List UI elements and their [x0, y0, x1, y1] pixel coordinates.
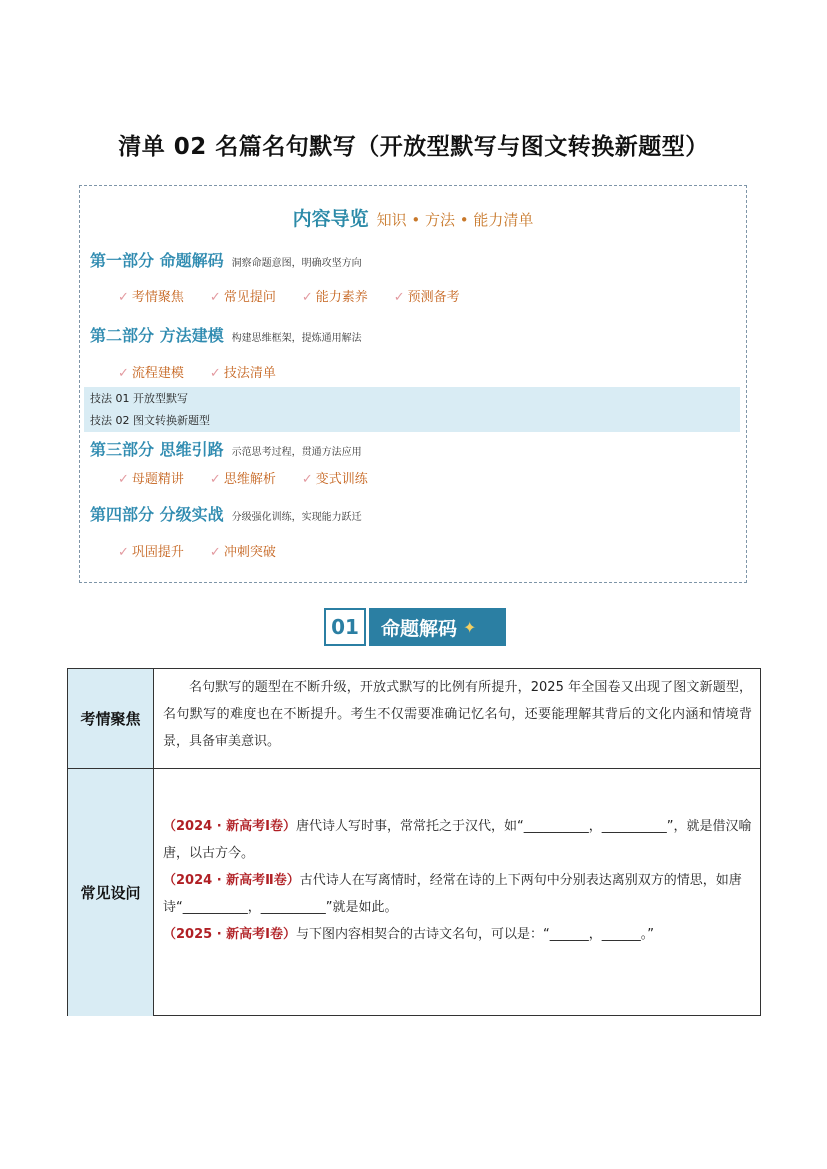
- check-icon: ✓: [301, 472, 313, 487]
- question-text: 古代诗人在写离情时，经常在诗的上下两句中分别表达离别双方的情思，如唐诗“__________，__________”就是如此。: [163, 873, 742, 915]
- part-4-tags: [118, 541, 302, 560]
- section-number: 01: [324, 608, 366, 646]
- part-1-desc: 洞察命题意图，明确攻坚方向: [231, 258, 362, 269]
- focus-paragraph: 名句默写的题型在不断升级，开放式默写的比例有所提升，2025 年全国卷又出现了图文新题型，名句默写的难度也在不断提升。考生不仅需要准确记忆名句，还要能理解其背后的文化内涵和情境背景，具备审美意识。: [163, 680, 752, 749]
- section-badge: [324, 608, 506, 646]
- tag-item[interactable]: ✓ 流程建模: [118, 366, 184, 381]
- table-row: [68, 669, 760, 769]
- tag-item[interactable]: ✓ 思维解析: [209, 472, 276, 487]
- section-label: 命题解码 ✦: [369, 608, 506, 646]
- check-icon: ✓: [118, 366, 129, 381]
- check-icon: ✓: [118, 545, 129, 560]
- part-3-name: 第三部分 思维引路: [90, 440, 224, 459]
- question-source: （2025 · 新高考Ⅰ卷）: [163, 927, 297, 942]
- part-1-name: 第一部分 命题解码: [90, 251, 224, 270]
- content-guide-box: [79, 185, 747, 583]
- tag-item[interactable]: ✓ 考情聚焦: [118, 290, 184, 305]
- question-text: 唐代诗人写时事，常常托之于汉代，如“__________，__________”，就是借汉喻唐，以古方今。: [163, 819, 752, 861]
- check-icon: ✓: [118, 290, 129, 305]
- tag-item[interactable]: ✓ 冲刺突破: [209, 545, 276, 560]
- guide-header: [80, 204, 746, 231]
- row-label-focus: 考情聚焦: [68, 669, 154, 768]
- row-content-questions: [154, 769, 760, 1016]
- star-icon: ✦: [463, 617, 477, 637]
- part-3-row: [90, 437, 362, 460]
- part-4-name: 第四部分 分级实战: [90, 505, 224, 524]
- part-3-desc: 示范思考过程，贯通方法应用: [231, 447, 362, 458]
- question-item: [163, 921, 752, 948]
- methods-band: [84, 387, 740, 432]
- part-2-tags: [118, 362, 302, 381]
- check-icon: ✓: [209, 545, 221, 560]
- part-4-desc: 分级强化训练，实现能力跃迁: [231, 512, 362, 523]
- part-2-row: [90, 323, 362, 346]
- tag-item[interactable]: ✓ 常见提问: [209, 290, 276, 305]
- question-source: （2024 · 新高考Ⅱ卷）: [163, 873, 300, 888]
- check-icon: ✓: [209, 472, 221, 487]
- table-row: [68, 769, 760, 1016]
- part-1-row: [90, 248, 362, 271]
- check-icon: ✓: [118, 472, 129, 487]
- tag-item[interactable]: ✓ 能力素养: [301, 290, 368, 305]
- check-icon: ✓: [301, 290, 313, 305]
- tag-item[interactable]: ✓ 预测备考: [393, 290, 460, 305]
- check-icon: ✓: [209, 366, 221, 381]
- method-item-1[interactable]: 技法 01 开放型默写: [90, 392, 188, 405]
- part-3-tags: [118, 468, 394, 487]
- row-content-focus: [154, 669, 760, 768]
- tag-item[interactable]: ✓ 技法清单: [209, 366, 276, 381]
- method-item-2[interactable]: 技法 02 图文转换新题型: [90, 414, 210, 427]
- part-1-tags: [118, 286, 486, 305]
- tag-item[interactable]: ✓ 变式训练: [301, 472, 368, 487]
- tag-item[interactable]: ✓ 巩固提升: [118, 545, 184, 560]
- question-item: [163, 813, 752, 867]
- part-2-desc: 构建思维框架，提炼通用解法: [231, 333, 362, 344]
- row-label-questions: 常见设问: [68, 769, 154, 1016]
- question-text: 与下图内容相契合的古诗文名句，可以是：“______，______。”: [296, 927, 654, 942]
- question-item: [163, 867, 752, 921]
- guide-header-sub: 知识 • 方法 • 能力清单: [376, 211, 534, 229]
- tag-item[interactable]: ✓ 母题精讲: [118, 472, 184, 487]
- question-source: （2024 · 新高考Ⅰ卷）: [163, 819, 297, 834]
- info-table: [67, 668, 761, 1016]
- check-icon: ✓: [393, 290, 405, 305]
- part-4-row: [90, 502, 362, 525]
- page-title: 清单 02 名篇名句默写（开放型默写与图文转换新题型）: [118, 134, 709, 160]
- guide-header-main: 内容导览: [292, 208, 369, 230]
- part-2-name: 第二部分 方法建模: [90, 326, 224, 345]
- check-icon: ✓: [209, 290, 221, 305]
